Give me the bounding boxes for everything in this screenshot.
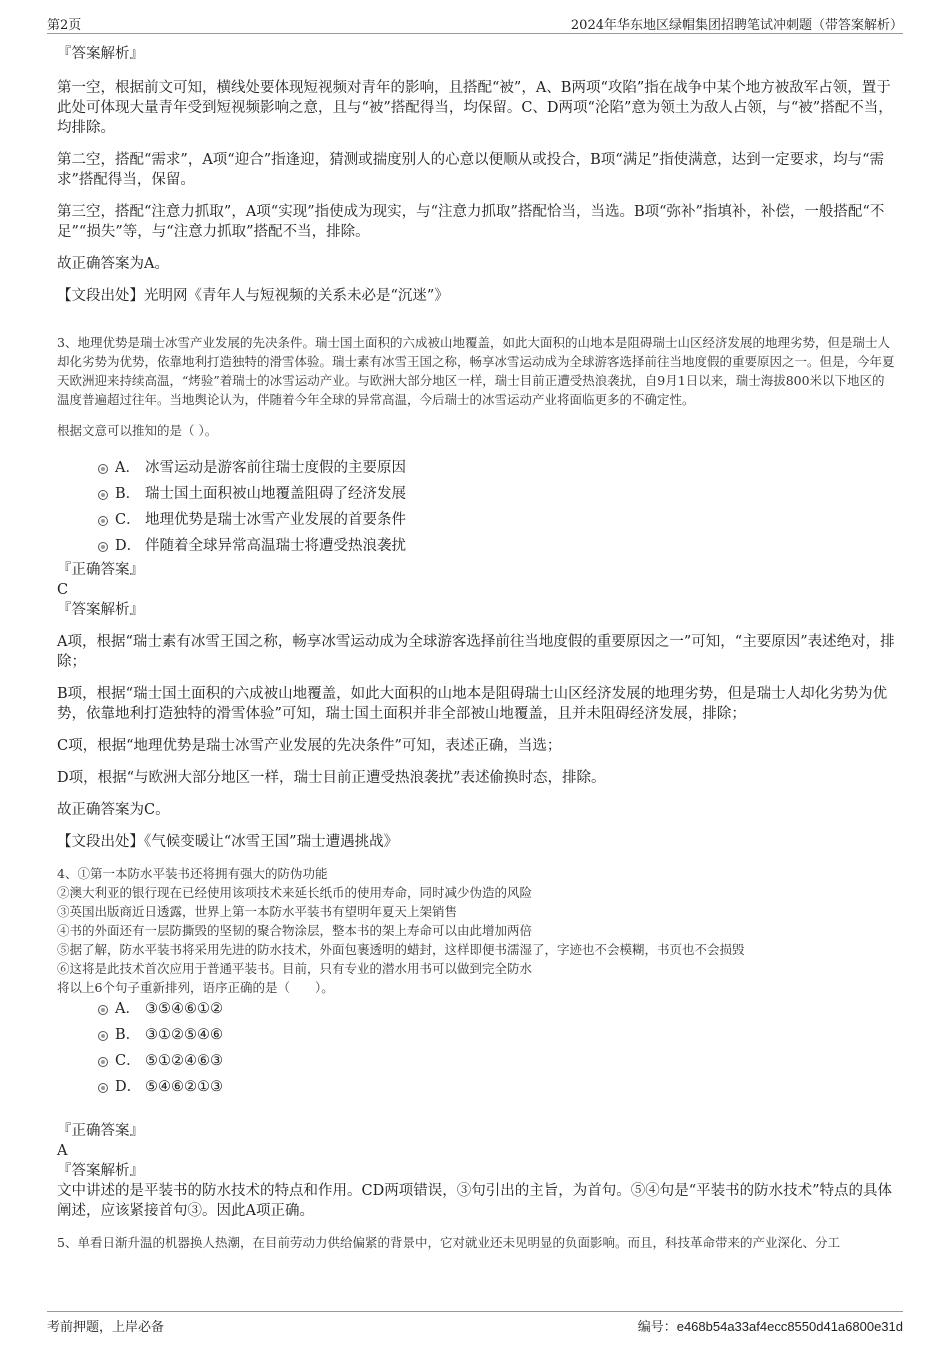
- radio-icon[interactable]: [98, 516, 108, 526]
- radio-icon[interactable]: [98, 542, 108, 552]
- q3-stem: 3、地理优势是瑞士冰雪产业发展的先决条件。瑞士国土面积的六成被山地覆盖，如此大面积的山地本是阻碍瑞士山区经济发展的地理劣势，但是瑞士人却化劣势为优势，依靠地利打造独特的滑雪体验。瑞士素有冰雪王国之称，畅享冰雪运动成为全球游客选择前往当地度假的重要原因之一。但是，今年夏天欧洲迎来持续高温，“烤验”着瑞士的冰雪运动产业。与欧洲大部分地区一样，瑞士目前正遭受热浪袭扰，自9月1日以来，瑞士海拔800米以下地区的温度普遍超过往年。当地舆论认为，伴随着今年全球的异常高温，今后瑞士的冰雪运动产业将面临更多的不确定性。: [57, 335, 895, 407]
- q3-analysis-d: D项，根据“与欧洲大部分地区一样，瑞士目前正遭受热浪袭扰”表述偷换时态，排除。: [57, 770, 606, 786]
- q2-conclusion: 故正确答案为A。: [57, 256, 169, 272]
- document-title: 2024年华东地区绿帽集团招聘笔试冲刺题（带答案解析）: [570, 18, 903, 33]
- radio-icon[interactable]: [98, 1031, 108, 1041]
- q4-sentences: [57, 864, 897, 997]
- q3-option-a[interactable]: A． 冰雪运动是游客前往瑞士度假的主要原因: [57, 458, 897, 484]
- radio-icon[interactable]: [98, 1057, 108, 1067]
- document-id-value: e468b54a33af4ecc8550d41a6800e31d: [676, 1319, 903, 1334]
- q3-answer: C: [57, 582, 69, 598]
- q3-option-d[interactable]: D． 伴随着全球异常高温瑞士将遭受热浪袭扰: [57, 536, 897, 562]
- q3-answer-title: 『正确答案』: [57, 562, 144, 578]
- q4-option-b[interactable]: B． ③①②⑤④⑥: [57, 1025, 897, 1051]
- radio-icon[interactable]: [98, 490, 108, 500]
- q4-question: 将以上6个句子重新排列，语序正确的是（ ）。: [57, 980, 334, 995]
- q4-sentence-6: ⑥这将是此技术首次应用于普通平装书。目前，只有专业的潜水用书可以做到完全防水: [57, 961, 533, 976]
- q3-conclusion: 故正确答案为C。: [57, 802, 170, 818]
- q2-analysis-title: 『答案解析』: [57, 46, 144, 62]
- q3-analysis-c: C项，根据“地理优势是瑞士冰雪产业发展的先决条件”可知，表述正确，当选；: [57, 738, 562, 754]
- q4-answer-title: 『正确答案』: [57, 1123, 144, 1139]
- q3-option-b[interactable]: B． 瑞士国土面积被山地覆盖阻碍了经济发展: [57, 484, 897, 510]
- q3-analysis-title: 『答案解析』: [57, 602, 144, 618]
- q4-options: [57, 999, 897, 1103]
- q3-option-c[interactable]: C． 地理优势是瑞士冰雪产业发展的首要条件: [57, 510, 897, 536]
- q4-option-c[interactable]: C． ⑤①②④⑥③: [57, 1051, 897, 1077]
- page-header: [47, 12, 903, 34]
- q4-option-d[interactable]: D． ⑤④⑥②①③: [57, 1077, 897, 1103]
- footer-slogan: 考前押题，上岸必备: [47, 1320, 165, 1335]
- q3-analysis-a: A项，根据“瑞士素有冰雪王国之称，畅享冰雪运动成为全球游客选择前往当地度假的重要原因之一”可知，“主要原因”表述绝对，排除；: [57, 634, 895, 670]
- q4-analysis: 文中讲述的是平装书的防水技术的特点和作用。CD两项错误，③句引出的主旨，为首句。⑤④句是“平装书的防水技术”特点的具体阐述，应该紧接首句③。因此A项正确。: [57, 1183, 893, 1219]
- document-id-label: 编号：: [637, 1320, 677, 1335]
- q3-analysis-b: B项，根据“瑞士国土面积的六成被山地覆盖，如此大面积的山地本是阻碍瑞士山区经济发展的地理劣势，但是瑞士人却化劣势为优势，依靠地利打造独特的滑雪体验”可知，瑞士国土面积并非全部被山地覆盖，且并未阻碍经济发展，排除；: [57, 686, 888, 722]
- q4-analysis-title: 『答案解析』: [57, 1163, 144, 1179]
- document-id: [638, 1316, 903, 1335]
- q2-source: 【文段出处】光明网《青年人与短视频的关系未必是“沉迷”》: [57, 288, 449, 304]
- q2-analysis-p1: 第一空，根据前文可知，横线处要体现短视频对青年的影响，且搭配“被”，A、B两项“攻陷”指在战争中某个地方被敌军占领，置于此处可体现大量青年受到短视频影响之意，且与“被”搭配得当，均保留。C、D两项“沦陷”意为领土为敌人占领，与“被”搭配不当，均排除。: [57, 80, 893, 136]
- q2-analysis-p3: 第三空，搭配“注意力抓取”，A项“实现”指使成为现实，与“注意力抓取”搭配恰当，当选。B项“弥补”指填补，补偿，一般搭配“不足”“损失”等，与“注意力抓取”搭配不当，排除。: [57, 204, 885, 240]
- q4-sentence-5: ⑤据了解，防水平装书将采用先进的防水技术，外面包裹透明的蜡封，这样即便书濡湿了，字迹也不会模糊，书页也不会损毁: [57, 942, 745, 957]
- page-footer: [47, 1311, 903, 1333]
- q4-option-a[interactable]: A． ③⑤④⑥①②: [57, 999, 897, 1025]
- q2-analysis-p2: 第二空，搭配“需求”，A项“迎合”指逢迎，猜测或揣度别人的心意以便顺从或投合，B项“满足”指使满意，达到一定要求，均与“需求”搭配得当，保留。: [57, 152, 885, 188]
- q4-sentence-1: 4、①第一本防水平装书还将拥有强大的防伪功能: [57, 866, 328, 881]
- q3-options: [57, 458, 897, 562]
- q4-answer: A: [57, 1143, 68, 1159]
- q3-question: 根据文意可以推知的是（ ）。: [57, 423, 218, 438]
- q3-source: 【文段出处】《气候变暖让“冰雪王国”瑞士遭遇挑战》: [57, 834, 399, 850]
- radio-icon[interactable]: [98, 464, 108, 474]
- page-content: [57, 44, 897, 1252]
- q4-sentence-2: ②澳大利亚的银行现在已经使用该项技术来延长纸币的使用寿命，同时减少伪造的风险: [57, 885, 533, 900]
- q4-sentence-4: ④书的外面还有一层防撕毁的坚韧的聚合物涂层，整本书的架上寿命可以由此增加两倍: [57, 923, 533, 938]
- radio-icon[interactable]: [98, 1005, 108, 1015]
- radio-icon[interactable]: [98, 1083, 108, 1093]
- q4-sentence-3: ③英国出版商近日透露，世界上第一本防水平装书有望明年夏天上架销售: [57, 904, 458, 919]
- page-number: 第2页: [47, 18, 82, 33]
- q5-stem: 5、单看日渐升温的机器换人热潮，在目前劳动力供给偏紧的背景中，它对就业还未见明显的负面影响。而且，科技革命带来的产业深化、分工: [57, 1235, 840, 1250]
